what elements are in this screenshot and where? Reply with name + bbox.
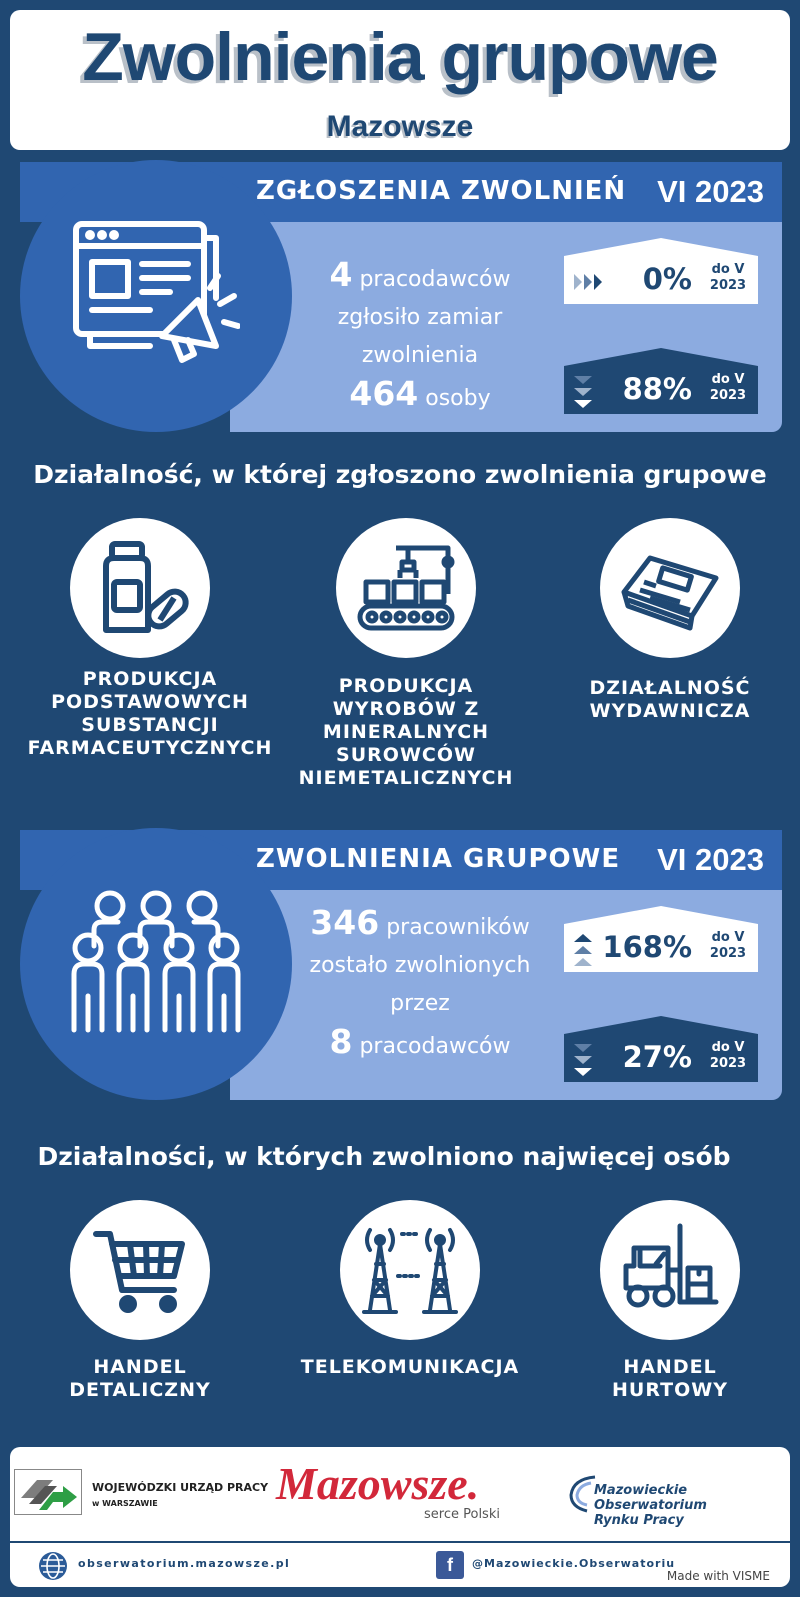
activities-title: Działalność, w której zgłoszono zwolnienia grupowe	[33, 460, 767, 489]
observatory-name: Mazowieckie Obserwatorium Rynku Pracy	[594, 1483, 707, 1528]
section1-badge1-compare: do V 2023	[709, 262, 747, 293]
section1-period: VI 2023	[657, 174, 764, 209]
section1-label: ZGŁOSZENIA ZWOLNIEŃ	[256, 176, 627, 206]
section1-badge-down	[564, 348, 758, 414]
section2-label: ZWOLNIENIA GRUPOWE	[256, 844, 621, 874]
section1-badge2-compare: do V 2023	[709, 372, 747, 403]
website-link[interactable]: obserwatorium.mazowsze.pl	[78, 1557, 291, 1570]
sector-label-wholesale: HANDEL HURTOWY	[612, 1356, 728, 1401]
section2-badge-up	[564, 906, 758, 972]
medicine-bottle-icon	[90, 538, 190, 638]
sectors-title: Działalności, w których zwolniono najwięcej osób	[37, 1142, 731, 1171]
sector-circle-retail	[70, 1200, 210, 1340]
footer-divider	[10, 1541, 790, 1543]
group-of-people-icon	[70, 886, 242, 1036]
section1-badge-flat	[564, 238, 758, 304]
section2-stat-text	[300, 904, 540, 1066]
section2-badge2-compare: do V 2023	[709, 1040, 747, 1071]
section2-circle	[20, 828, 292, 1100]
wup-city: w WARSZAWIE	[92, 1499, 158, 1508]
activity-circle-minerals	[336, 518, 476, 658]
newsletter-megaphone-icon	[70, 218, 240, 378]
mazowsze-logo[interactable]: Mazowsze.	[276, 1458, 480, 1509]
section2-period: VI 2023	[657, 842, 764, 877]
newspaper-icon	[620, 538, 720, 638]
section2-badge-down	[564, 1016, 758, 1082]
section1-badge1-value: 0%	[642, 262, 692, 296]
activity-circle-publishing	[600, 518, 740, 658]
section1-employers-count: 4	[329, 255, 353, 294]
section2-workers-count: 346	[310, 903, 380, 942]
section1-persons-count: 464	[349, 374, 419, 413]
activity-label-publishing: DZIAŁALNOŚĆ WYDAWNICZA	[589, 677, 751, 722]
section1-circle	[20, 160, 292, 432]
section1-badge2-value: 88%	[622, 372, 692, 406]
footer	[10, 1447, 790, 1587]
mazowsze-tagline: serce Polski	[424, 1507, 500, 1522]
header	[10, 10, 790, 150]
section2-text1: pracowników	[386, 915, 530, 940]
sector-label-telecom: TELEKOMUNIKACJA	[300, 1356, 520, 1378]
shopping-cart-icon	[90, 1220, 190, 1320]
page-title: Zwolnienia grupowe	[82, 19, 718, 95]
sector-circle-wholesale	[600, 1200, 740, 1340]
wup-name: WOJEWÓDZKI URZĄD PRACY	[92, 1481, 269, 1494]
activity-circle-pharma	[70, 518, 210, 658]
globe-icon	[38, 1551, 68, 1581]
radio-towers-icon	[360, 1220, 460, 1320]
section2-badge1-value: 168%	[602, 930, 692, 964]
section2-badge1-compare: do V 2023	[709, 930, 747, 961]
sector-label-retail: HANDEL DETALICZNY	[69, 1356, 211, 1401]
page-subtitle: Mazowsze	[326, 110, 474, 143]
activity-label-minerals: PRODUKCJA WYROBÓW Z MINERALNYCH SUROWCÓW NIEMETALICZNYCH	[298, 675, 514, 789]
activity-label-pharma: PRODUKCJA PODSTAWOWYCH SUBSTANCJI FARMACEUTYCZNYCH	[27, 668, 273, 759]
forklift-icon	[620, 1220, 720, 1320]
section2-text2: zostało zwolnionych	[309, 953, 531, 978]
section2-text3: przez	[390, 991, 450, 1016]
facebook-link[interactable]: @Mazowieckie.Obserwatoriu	[472, 1557, 676, 1570]
facebook-icon[interactable]: f	[436, 1551, 464, 1579]
section1-text1: pracodawców	[359, 267, 511, 292]
section1-text3: zwolnienia	[361, 343, 479, 368]
conveyor-belt-icon	[356, 538, 456, 638]
made-with-visme[interactable]: Made with VISME	[666, 1569, 770, 1583]
section1-text2: zgłosiło zamiar	[337, 305, 503, 330]
section2-employers-count: 8	[329, 1022, 353, 1061]
section2-badge2-value: 27%	[622, 1040, 692, 1074]
section1-text4: osoby	[425, 386, 491, 411]
wup-logo[interactable]	[14, 1469, 82, 1515]
section1-stat-text	[300, 256, 540, 418]
section2-text4: pracodawców	[359, 1034, 511, 1059]
sector-circle-telecom	[340, 1200, 480, 1340]
